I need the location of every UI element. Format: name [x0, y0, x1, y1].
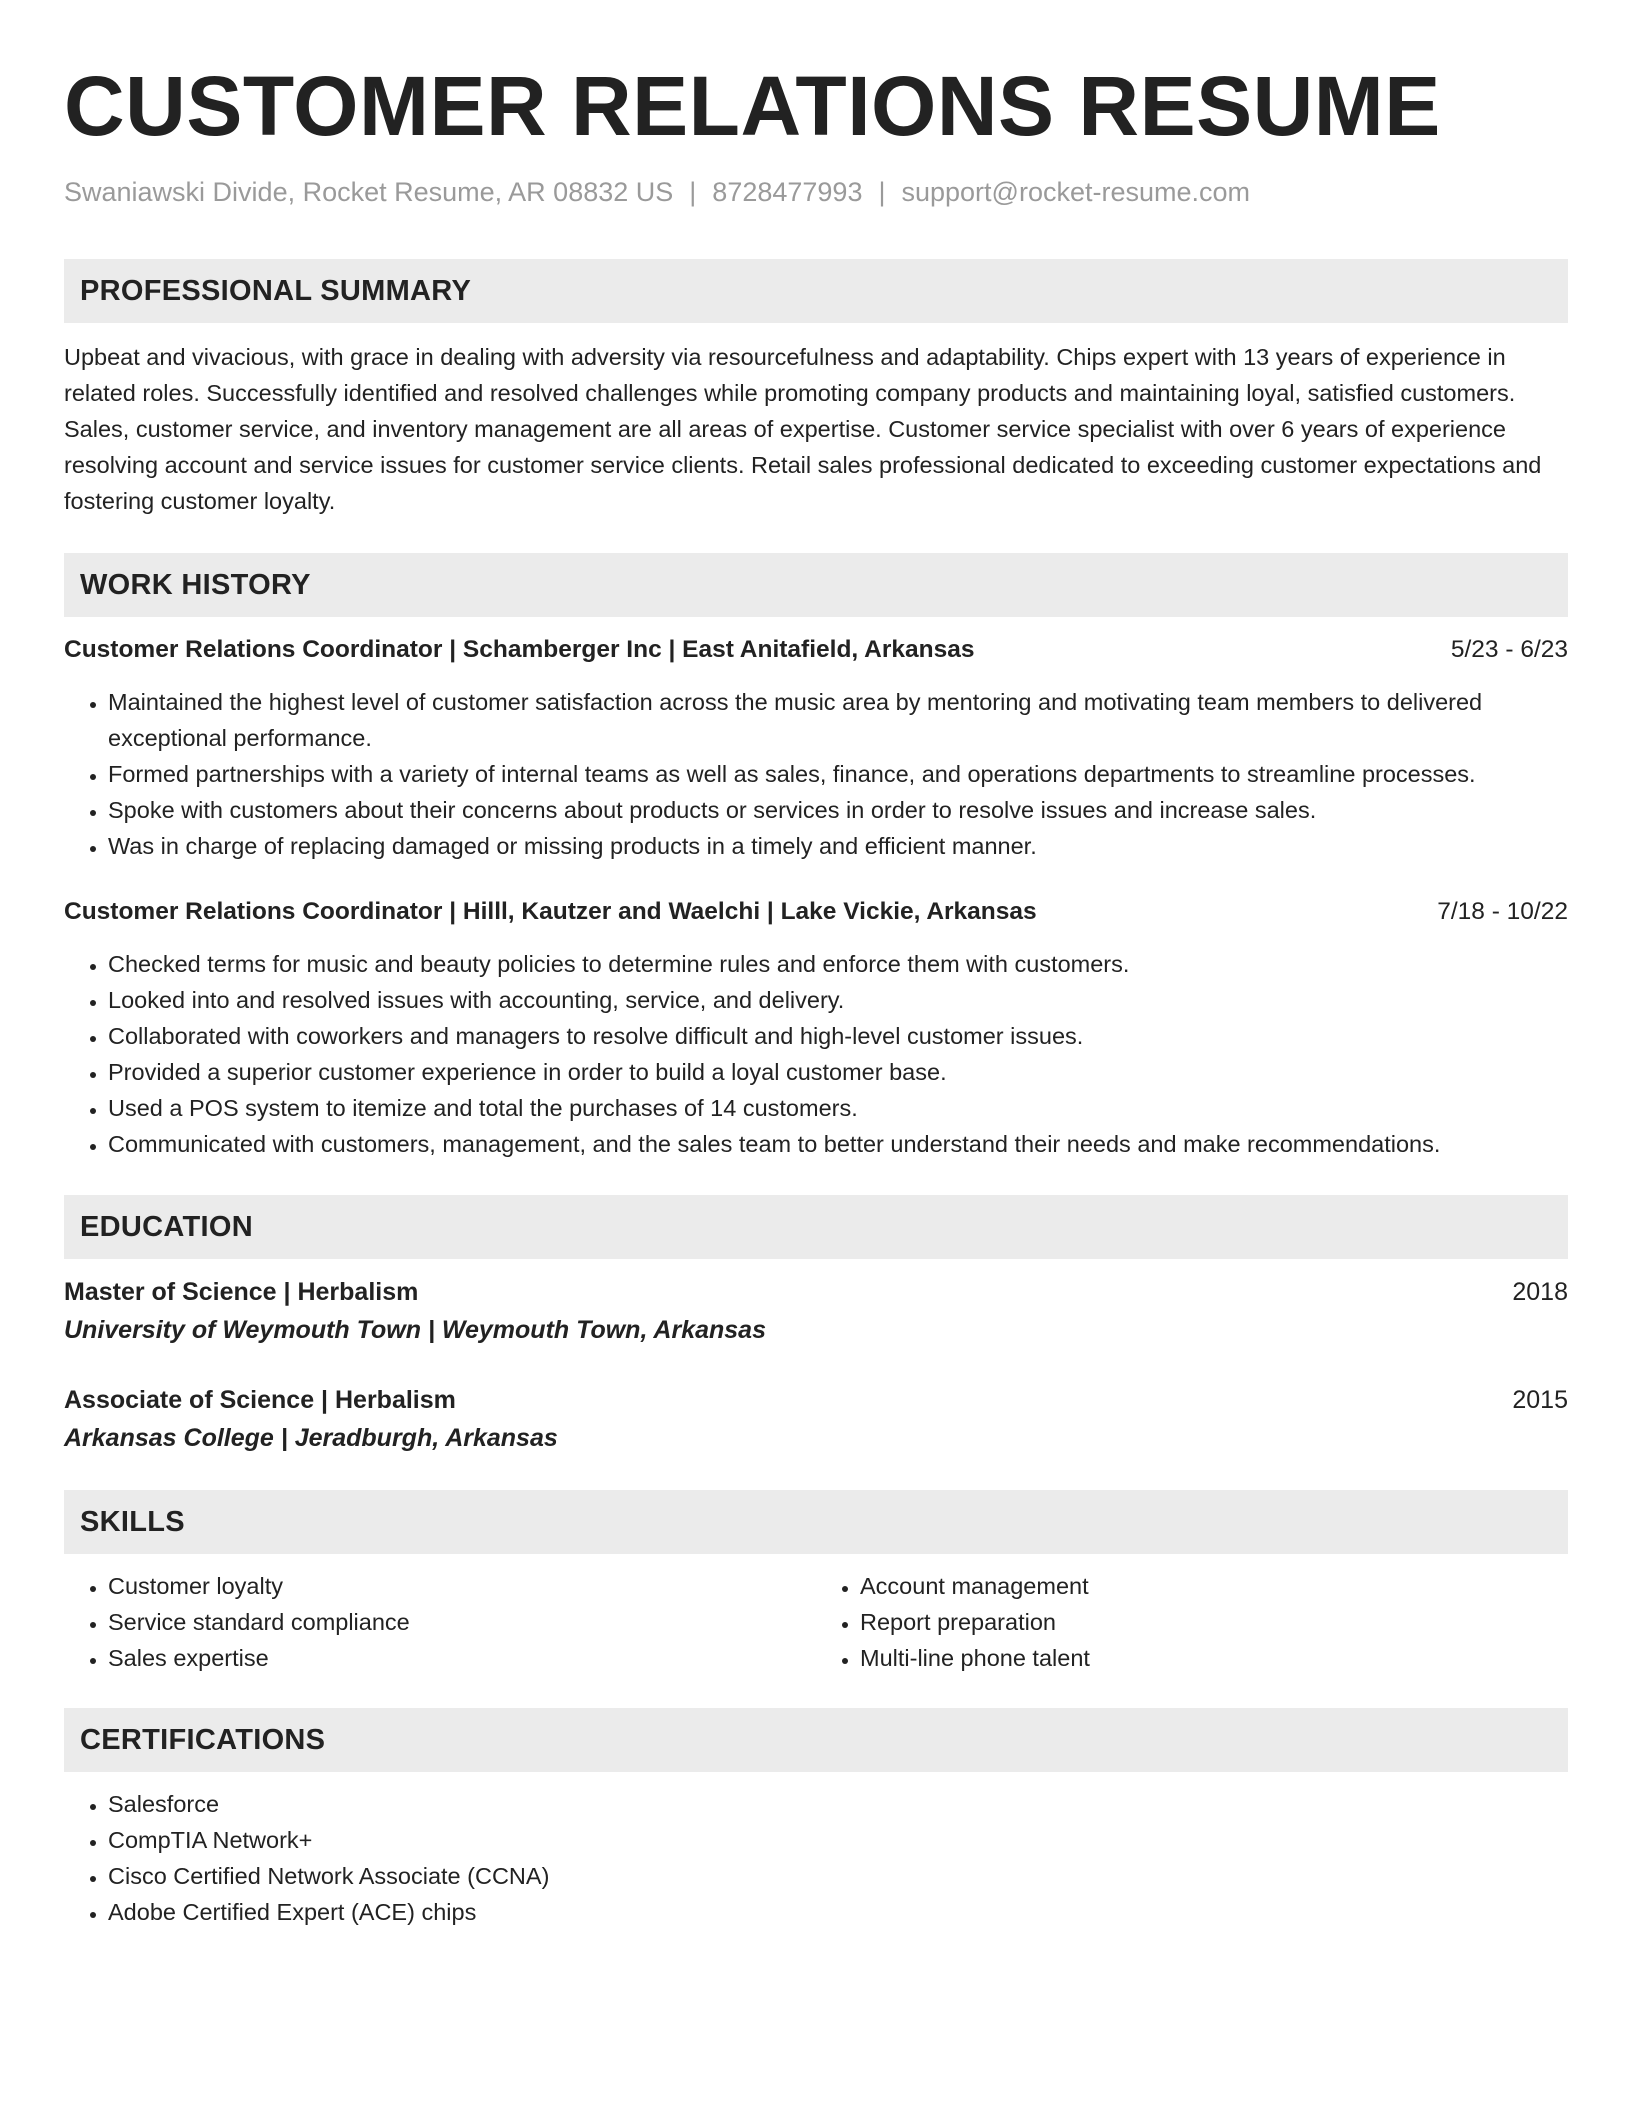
job-title: Customer Relations Coordinator | Schamberger Inc | East Anitafield, Arkansas [64, 636, 975, 663]
education-degree: Master of Science | Herbalism [64, 1278, 419, 1306]
education-school: University of Weymouth Town | Weymouth Town, Arkansas [64, 1316, 766, 1344]
job-bullet: • Was in charge of replacing damaged or missing products in a timely and efficient manner. [108, 828, 1568, 864]
job-bullet: • Spoke with customers about their concerns about products or services in order to resolve issues and increase sales. [108, 792, 1568, 828]
job-bullet-list [64, 946, 1568, 1162]
skill-item: • Sales expertise [108, 1640, 816, 1676]
certification-item: • Adobe Certified Expert (ACE) chips [108, 1894, 1568, 1930]
job-bullet: • Looked into and resolved issues with accounting, service, and delivery. [108, 982, 1568, 1018]
section-heading-skills: SKILLS [64, 1490, 1568, 1554]
certification-item: • Salesforce [108, 1786, 1568, 1822]
education-degree: Associate of Science | Herbalism [64, 1386, 456, 1414]
job-bullet: • Used a POS system to itemize and total the purchases of 14 customers. [108, 1090, 1568, 1126]
job-bullet: • Communicated with customers, management, and the sales team to better understand their needs and make recommendations. [108, 1126, 1568, 1162]
contact-separator: | [878, 177, 886, 207]
skills-column-left [64, 1568, 816, 1676]
job-dates: 5/23 - 6/23 [1450, 636, 1568, 663]
skills-list [64, 1568, 816, 1676]
job-header [64, 632, 1568, 668]
section-heading-work-history: WORK HISTORY [64, 553, 1568, 617]
education-entry [64, 1274, 1568, 1348]
resume-title: CUSTOMER RELATIONS RESUME [64, 59, 1441, 153]
skill-item: • Service standard compliance [108, 1604, 816, 1640]
certifications-list [64, 1786, 1568, 1930]
skills-columns [64, 1568, 1568, 1676]
education-degree-row [64, 1274, 1568, 1310]
job-bullet: • Checked terms for music and beauty policies to determine rules and enforce them with customers. [108, 946, 1568, 982]
section-heading-education: EDUCATION [64, 1195, 1568, 1259]
contact-email: support@rocket-resume.com [901, 177, 1251, 207]
education-degree-row [64, 1382, 1568, 1418]
job-header [64, 894, 1568, 930]
contact-separator: | [689, 177, 697, 207]
job-entry [64, 894, 1568, 1162]
contact-address: Swaniawski Divide, Rocket Resume, AR 08832 US [64, 177, 674, 207]
education-year: 2015 [1512, 1386, 1568, 1414]
education-entry [64, 1382, 1568, 1456]
job-entry [64, 632, 1568, 864]
job-dates: 7/18 - 10/22 [1437, 898, 1568, 925]
job-title: Customer Relations Coordinator | Hilll, Kautzer and Waelchi | Lake Vickie, Arkansas [64, 898, 1037, 925]
skills-list [816, 1568, 1568, 1676]
skill-item: • Report preparation [860, 1604, 1568, 1640]
section-heading-certifications: CERTIFICATIONS [64, 1708, 1568, 1772]
education-school: Arkansas College | Jeradburgh, Arkansas [64, 1424, 558, 1452]
education-year: 2018 [1512, 1278, 1568, 1306]
certification-item: • CompTIA Network+ [108, 1822, 1568, 1858]
skill-item: • Customer loyalty [108, 1568, 816, 1604]
contact-line [64, 174, 1568, 210]
contact-phone: 8728477993 [712, 177, 863, 207]
certification-item: • Cisco Certified Network Associate (CCNA) [108, 1858, 1568, 1894]
job-bullet: • Maintained the highest level of customer satisfaction across the music area by mentoring and motivating team members to delivered exceptional performance. [108, 684, 1568, 756]
job-bullet: • Collaborated with coworkers and managers to resolve difficult and high-level customer issues. [108, 1018, 1568, 1054]
section-heading-summary: PROFESSIONAL SUMMARY [64, 259, 1568, 323]
summary-text: Upbeat and vivacious, with grace in dealing with adversity via resourcefulness and adaptability. Chips expert with 13 years of experience in related roles. Successfully identified and resolved challenges while promoting company products and maintaining loyal, satisfied customers. Sales, customer service, and inventory management are all areas of expertise. Customer service specialist with over 6 years of experience resolving account and service issues for customer service clients. Retail sales professional dedicated to exceeding customer expectations and fostering customer loyalty. [64, 344, 1542, 514]
skills-column-right [816, 1568, 1568, 1676]
skill-item: • Multi-line phone talent [860, 1640, 1568, 1676]
job-bullet-list [64, 684, 1568, 864]
job-bullet: • Provided a superior customer experience in order to build a loyal customer base. [108, 1054, 1568, 1090]
job-bullet: • Formed partnerships with a variety of internal teams as well as sales, finance, and operations departments to streamline processes. [108, 756, 1568, 792]
skill-item: • Account management [860, 1568, 1568, 1604]
